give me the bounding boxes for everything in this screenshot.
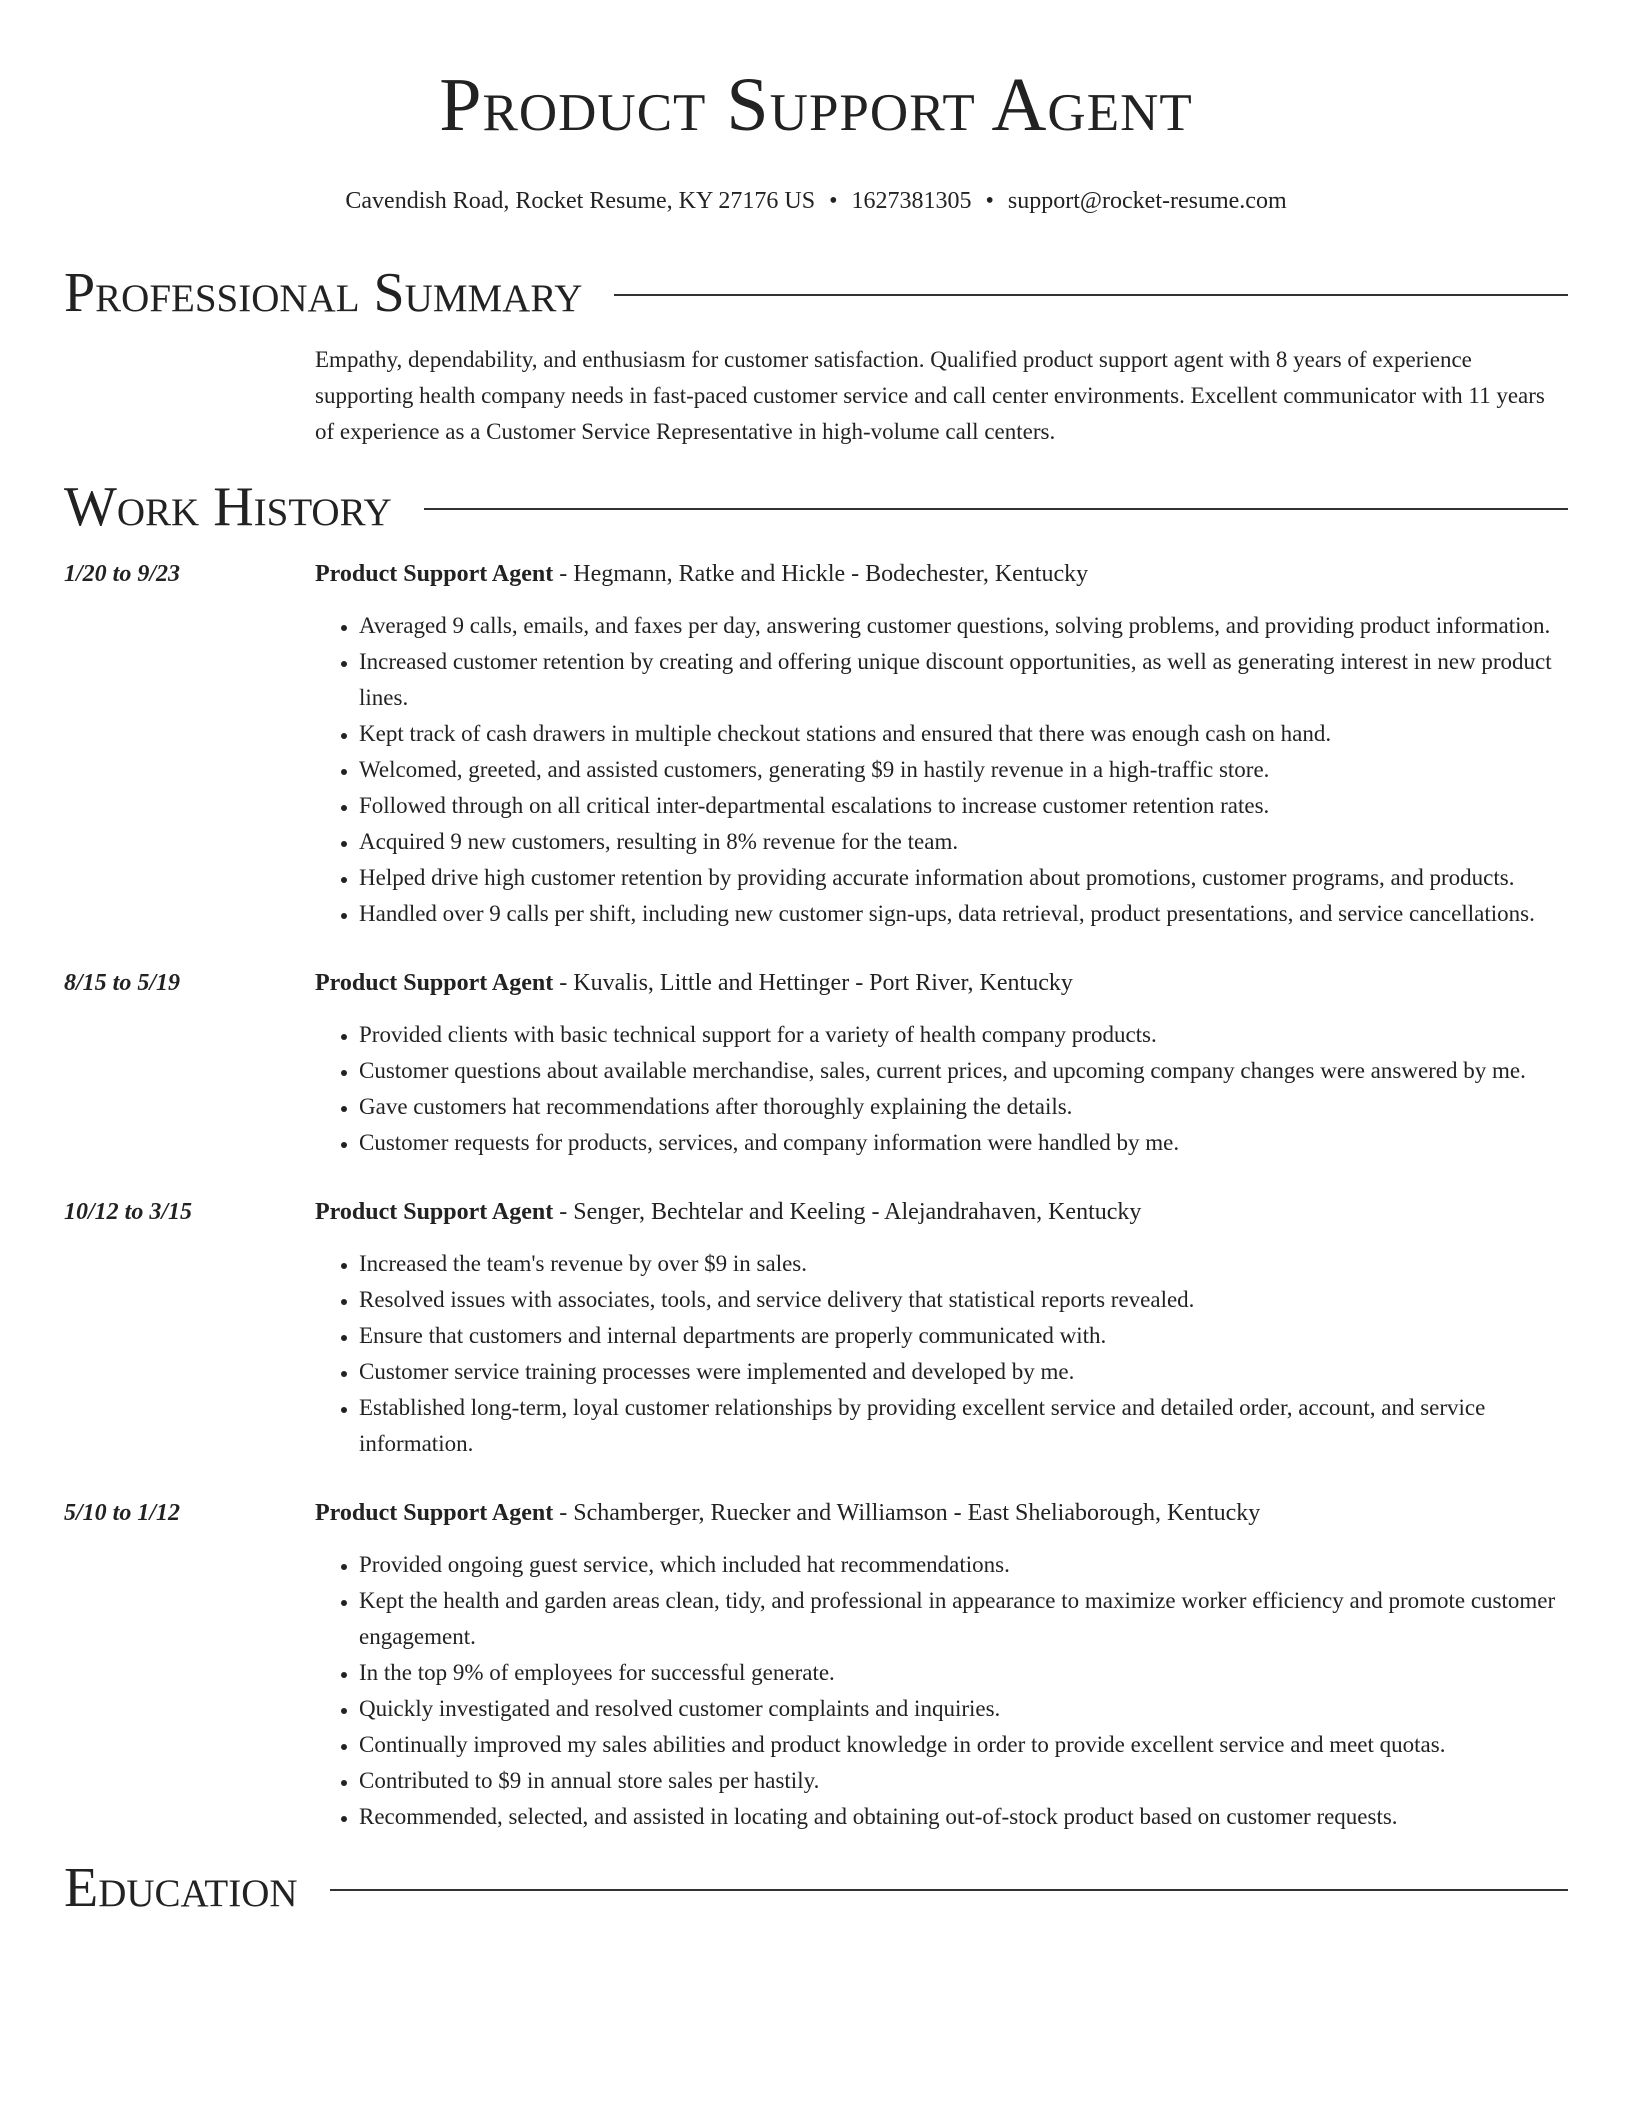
job-title-line bbox=[315, 965, 1568, 1001]
phone: 1627381305 bbox=[851, 188, 972, 214]
list-item: • Helped drive high customer retention by providing accurate information about promotions, customer programs, and products. bbox=[359, 860, 1568, 896]
list-item: • Resolved issues with associates, tools, and service delivery that statistical reports revealed. bbox=[359, 1282, 1568, 1318]
address: Cavendish Road, Rocket Resume, KY 27176 US bbox=[345, 188, 816, 214]
separator: • bbox=[829, 188, 838, 214]
job-entry-3 bbox=[64, 1194, 1568, 1462]
job-title-line bbox=[315, 556, 1568, 592]
job-employer: - Senger, Bechtelar and Keeling - Alejandrahaven, Kentucky bbox=[553, 1199, 1142, 1225]
list-item: • Customer requests for products, services, and company information were handled by me. bbox=[359, 1125, 1568, 1161]
job-entry-1 bbox=[64, 556, 1568, 932]
contact-line bbox=[64, 186, 1568, 216]
job-employer: - Hegmann, Ratke and Hickle - Bodechester, Kentucky bbox=[553, 561, 1089, 587]
job-duties bbox=[315, 1547, 1568, 1835]
job-entry-4 bbox=[64, 1495, 1568, 1835]
list-item: • Increased the team's revenue by over $9 in sales. bbox=[359, 1246, 1568, 1282]
list-item: • Kept track of cash drawers in multiple checkout stations and ensured that there was enough cash on hand. bbox=[359, 716, 1568, 752]
list-item: • In the top 9% of employees for successful generate. bbox=[359, 1655, 1568, 1691]
list-item: • Kept the health and garden areas clean, tidy, and professional in appearance to maximize worker efficiency and promote customer engagement. bbox=[359, 1583, 1568, 1655]
job-role: Product Support Agent bbox=[315, 1199, 554, 1225]
list-item: • Followed through on all critical inter-departmental escalations to increase customer retention rates. bbox=[359, 788, 1568, 824]
section-divider bbox=[614, 294, 1568, 296]
candidate-name: Product Support Agent bbox=[439, 63, 1193, 147]
separator: • bbox=[985, 188, 994, 214]
list-item: • Increased customer retention by creating and offering unique discount opportunities, as well as generating interest in new product lines. bbox=[359, 644, 1568, 716]
job-dates: 5/10 to 1/12 bbox=[64, 1500, 181, 1526]
job-role: Product Support Agent bbox=[315, 561, 554, 587]
list-item: • Contributed to $9 in annual store sales per hastily. bbox=[359, 1763, 1568, 1799]
list-item: • Provided clients with basic technical support for a variety of health company products. bbox=[359, 1017, 1568, 1053]
job-employer: - Schamberger, Ruecker and Williamson - East Sheliaborough, Kentucky bbox=[553, 1500, 1261, 1526]
list-item: • Established long-term, loyal customer relationships by providing excellent service and detailed order, account, and service information. bbox=[359, 1390, 1568, 1462]
job-dates: 1/20 to 9/23 bbox=[64, 561, 181, 587]
list-item: • Recommended, selected, and assisted in locating and obtaining out-of-stock product based on customer requests. bbox=[359, 1799, 1568, 1835]
job-dates: 10/12 to 3/15 bbox=[64, 1199, 193, 1225]
section-divider bbox=[424, 508, 1568, 510]
list-item: • Ensure that customers and internal departments are properly communicated with. bbox=[359, 1318, 1568, 1354]
email: support@rocket-resume.com bbox=[1007, 188, 1287, 214]
list-item: • Gave customers hat recommendations after thoroughly explaining the details. bbox=[359, 1089, 1568, 1125]
job-duties bbox=[315, 608, 1568, 932]
job-entry-2 bbox=[64, 965, 1568, 1161]
work-section-header bbox=[64, 474, 1568, 540]
summary-heading: Professional Summary bbox=[64, 262, 583, 324]
education-section-header bbox=[64, 1855, 1568, 1921]
job-employer: - Kuvalis, Little and Hettinger - Port River, Kentucky bbox=[553, 970, 1073, 996]
work-heading: Work History bbox=[64, 476, 392, 538]
job-duties bbox=[315, 1246, 1568, 1462]
section-divider bbox=[330, 1889, 1568, 1891]
list-item: • Quickly investigated and resolved customer complaints and inquiries. bbox=[359, 1691, 1568, 1727]
list-item: • Provided ongoing guest service, which included hat recommendations. bbox=[359, 1547, 1568, 1583]
list-item: • Acquired 9 new customers, resulting in 8% revenue for the team. bbox=[359, 824, 1568, 860]
job-title-line bbox=[315, 1194, 1568, 1230]
summary-section-header bbox=[64, 260, 1568, 326]
list-item: • Continually improved my sales abilities and product knowledge in order to provide excellent service and meet quotas. bbox=[359, 1727, 1568, 1763]
education-heading: Education bbox=[64, 1857, 298, 1919]
list-item: • Handled over 9 calls per shift, including new customer sign-ups, data retrieval, product presentations, and service cancellations. bbox=[359, 896, 1568, 932]
job-role: Product Support Agent bbox=[315, 1500, 554, 1526]
list-item: • Welcomed, greeted, and assisted customers, generating $9 in hastily revenue in a high-traffic store. bbox=[359, 752, 1568, 788]
job-dates: 8/15 to 5/19 bbox=[64, 970, 181, 996]
job-title-line bbox=[315, 1495, 1568, 1531]
list-item: • Customer service training processes were implemented and developed by me. bbox=[359, 1354, 1568, 1390]
job-role: Product Support Agent bbox=[315, 970, 554, 996]
list-item: • Averaged 9 calls, emails, and faxes per day, answering customer questions, solving problems, and providing product information. bbox=[359, 608, 1568, 644]
list-item: • Customer questions about available merchandise, sales, current prices, and upcoming company changes were answered by me. bbox=[359, 1053, 1568, 1089]
job-duties bbox=[315, 1017, 1568, 1161]
summary-text: Empathy, dependability, and enthusiasm for customer satisfaction. Qualified product support agent with 8 years of experience supporting health company needs in fast-paced customer service and call center environments. Excellent communicator with 11 years of experience as a Customer Service Representative in high-volume call centers. bbox=[315, 347, 1545, 444]
